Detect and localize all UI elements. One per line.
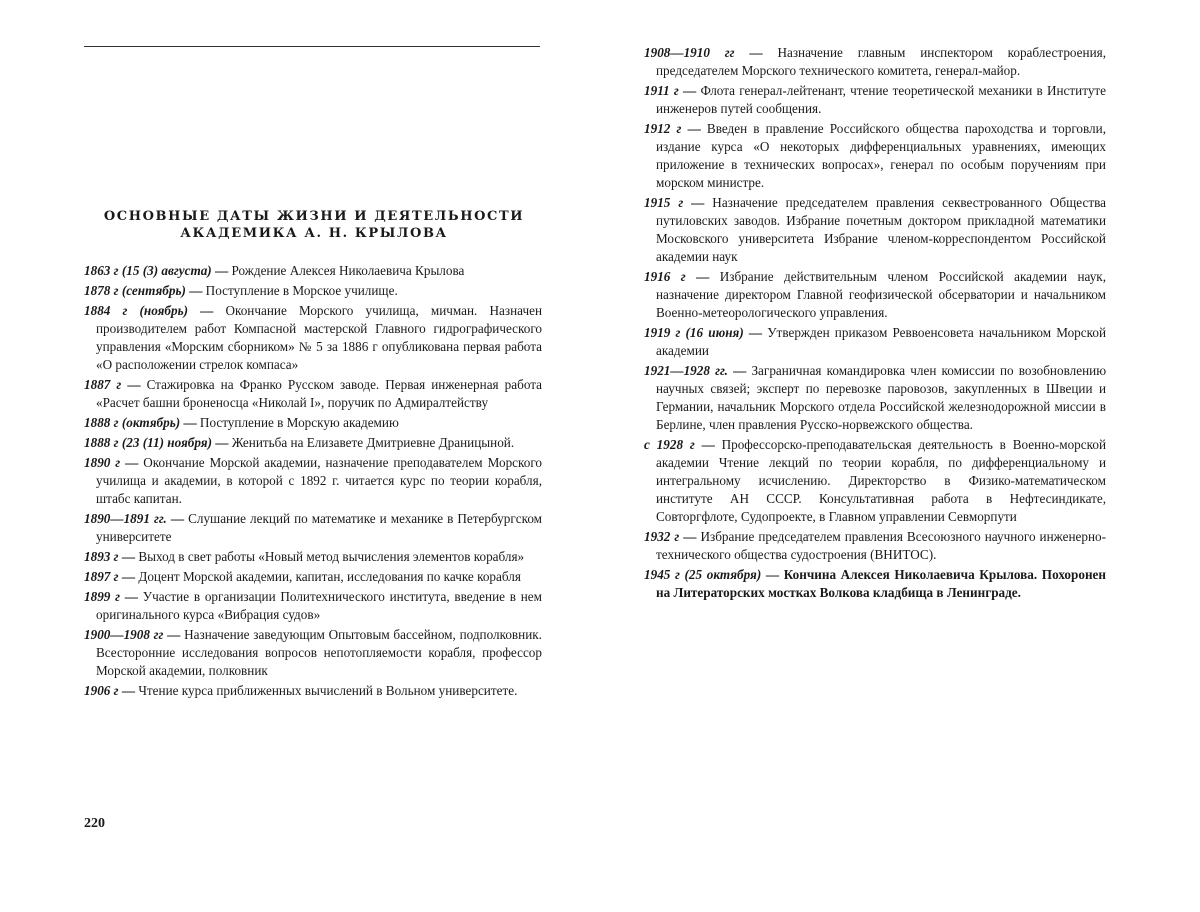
entry-date: с 1928 г [644, 437, 695, 452]
entry-dash: — [183, 415, 196, 430]
left-entries-list [84, 262, 542, 702]
heading-line-1: ОСНОВНЫЕ ДАТЫ ЖИЗНИ И ДЕЯТЕЛЬНОСТИ [84, 208, 544, 225]
entry-text: Назначение председателем правления секвестрованного Общества путиловских заводов. Избрание почетным доктором прикладной математики Московского университета Избрание членом-корреспондентом Российской академии наук [656, 195, 1106, 264]
entry-text: Рождение Алексея Николаевича Крылова [231, 263, 464, 278]
entry-text: Поступление в Морское училище. [206, 283, 398, 298]
entry-date: 1906 г [84, 683, 119, 698]
entry-dash: — [733, 363, 746, 378]
entry-text: Чтение курса приближенных вычислений в Вольном университете. [138, 683, 517, 698]
entry-dash: — [167, 627, 180, 642]
entry-dash: — [125, 589, 138, 604]
entry-dash: — [125, 455, 138, 470]
entry-text: Участие в организации Политехнического института, введение в нем оригинального курса «Вибрация судов» [96, 589, 542, 622]
entry-date: 1932 г [644, 529, 679, 544]
chronology-entry [84, 510, 542, 546]
chronology-entry [84, 548, 542, 566]
chronology-entry [644, 528, 1106, 564]
entry-date: 1908—1910 гг [644, 45, 735, 60]
entry-dash: — [171, 511, 184, 526]
entry-dash: — [749, 45, 762, 60]
entry-date: 1916 г [644, 269, 686, 284]
left-page [84, 0, 544, 912]
entry-date: 1884 г (ноябрь) [84, 303, 188, 318]
entry-dash: — [688, 121, 701, 136]
entry-dash: — [702, 437, 715, 452]
entry-text: Окончание Морской академии, назначение преподавателем Морского училища и академии, в которой с 1892 г. читается курс по теории корабля, штабс капитан. [96, 455, 542, 506]
chronology-entry [644, 436, 1106, 526]
chronology-entry [84, 434, 542, 452]
chronology-entry [644, 82, 1106, 118]
entry-dash: — [766, 567, 779, 582]
chronology-entry [84, 568, 542, 586]
chronology-entry [84, 588, 542, 624]
entry-text: Доцент Морской академии, капитан, исследования по качке корабля [138, 569, 521, 584]
right-entries-list [644, 44, 1106, 604]
entry-date: 1919 г (16 июня) [644, 325, 744, 340]
entry-dash: — [189, 283, 202, 298]
entry-date: 1888 г (октябрь) [84, 415, 180, 430]
entry-date: 1890—1891 гг. [84, 511, 167, 526]
entry-text: Окончание Морского училища, мичман. Назначен производителем работ Компасной мастерской Главного гидрографического управления «Морским сборником» № 5 за 1886 г опубликована первая работа «О расположении стрелок компаса» [96, 303, 542, 372]
entry-date: 1911 г [644, 83, 679, 98]
entry-dash: — [122, 683, 135, 698]
entry-dash: — [215, 435, 228, 450]
entry-text: Назначение заведующим Опытовым бассейном, подполковник. Всесторонние исследования вопросов непотопляемости корабля, профессор Морской академии, полковник [96, 627, 542, 678]
entry-date: 1887 г [84, 377, 121, 392]
chronology-entry [84, 454, 542, 508]
entry-text: Избрание председателем правления Всесоюзного научного инженерно-технического общества судостроения (ВНИТОС). [656, 529, 1106, 562]
entry-text: Женитьба на Елизавете Дмитриевне Драницыной. [232, 435, 514, 450]
chronology-entry [84, 302, 542, 374]
chronology-entry [644, 268, 1106, 322]
page-title [84, 208, 544, 242]
entry-text: Заграничная командировка член комиссии по возобновлению научных связей; эксперт по перевозке паровозов, закупленных в Швеции и Германии, начальник Морского отдела Российской железнодорожной миссии в Берлине, член правления Русско-норвежского общества. [656, 363, 1106, 432]
chronology-entry [644, 362, 1106, 434]
entry-date: 1921—1928 гг. [644, 363, 728, 378]
entry-date: 1893 г [84, 549, 119, 564]
entry-dash: — [749, 325, 762, 340]
entry-text: Назначение главным инспектором кораблестроения, председателем Морского технического комитета, генерал-майор. [656, 45, 1106, 78]
chronology-entry [644, 324, 1106, 360]
entry-dash: — [696, 269, 709, 284]
entry-text: Выход в свет работы «Новый метод вычисления элементов корабля» [138, 549, 524, 564]
entry-date: 1945 г (25 октября) [644, 567, 761, 582]
chronology-entry [84, 376, 542, 412]
book-spread [0, 0, 1200, 912]
entry-date: 1890 г [84, 455, 120, 470]
top-rule [84, 46, 540, 47]
entry-text: Стажировка на Франко Русском заводе. Первая инженерная работа «Расчет башни броненосца «Николай I», поручик по Адмиралтейству [96, 377, 542, 410]
entry-date: 1888 г (23 (11) ноября) [84, 435, 212, 450]
entry-text: Профессорско-преподавательская деятельность в Военно-морской академии Чтение лекций по теории корабля, по дифференциальному и интегральному исчислению. Директорство в Физико-математическом институте АН СССР. Консультативная работа в Нефтесиндикате, Совторгфлоте, Судопроекте, в Главном управлении Севморпути [656, 437, 1106, 524]
entry-text: Кончина Алексея Николаевича Крылова. Похоронен на Литераторских мостках Волкова кладбища в Ленинграде. [656, 567, 1106, 600]
page-number: 220 [84, 816, 105, 832]
entry-dash: — [127, 377, 140, 392]
entry-text: Утвержден приказом Реввоенсовета начальником Морской академии [656, 325, 1106, 358]
entry-dash: — [683, 529, 696, 544]
chronology-entry [84, 682, 542, 700]
entry-date: 1900—1908 гг [84, 627, 163, 642]
entry-dash: — [691, 195, 704, 210]
entry-date: 1912 г [644, 121, 681, 136]
entry-date: 1878 г (сентябрь) [84, 283, 186, 298]
entry-date: 1899 г [84, 589, 120, 604]
heading-line-2: АКАДЕМИКА А. Н. КРЫЛОВА [84, 225, 544, 242]
right-page [644, 0, 1106, 912]
chronology-entry [84, 414, 542, 432]
chronology-entry [644, 44, 1106, 80]
chronology-entry [84, 262, 542, 280]
entry-text: Введен в правление Российского общества пароходства и торговли, издание курса «О некоторых дифференциальных уравнениях, имеющих приложение в технических вопросах», генерал по особым поручениям при морском министре. [656, 121, 1106, 190]
entry-dash: — [215, 263, 228, 278]
chronology-entry [84, 282, 542, 300]
entry-date: 1915 г [644, 195, 683, 210]
entry-text: Избрание действительным членом Российской академии наук, назначение директором Главной геофизической обсерватории и начальником Военно-метеорологического управления. [656, 269, 1106, 320]
entry-date: 1863 г (15 (3) августа) [84, 263, 212, 278]
entry-dash: — [683, 83, 696, 98]
entry-text: Флота генерал-лейтенант, чтение теоретической механики в Институте инженеров путей сообщения. [656, 83, 1106, 116]
entry-dash: — [200, 303, 213, 318]
chronology-entry [644, 566, 1106, 602]
chronology-entry [84, 626, 542, 680]
entry-dash: — [122, 569, 135, 584]
entry-text: Слушание лекций по математике и механике в Петербургском университете [96, 511, 542, 544]
entry-dash: — [122, 549, 135, 564]
chronology-entry [644, 120, 1106, 192]
chronology-entry [644, 194, 1106, 266]
entry-date: 1897 г [84, 569, 119, 584]
entry-text: Поступление в Морскую академию [200, 415, 399, 430]
